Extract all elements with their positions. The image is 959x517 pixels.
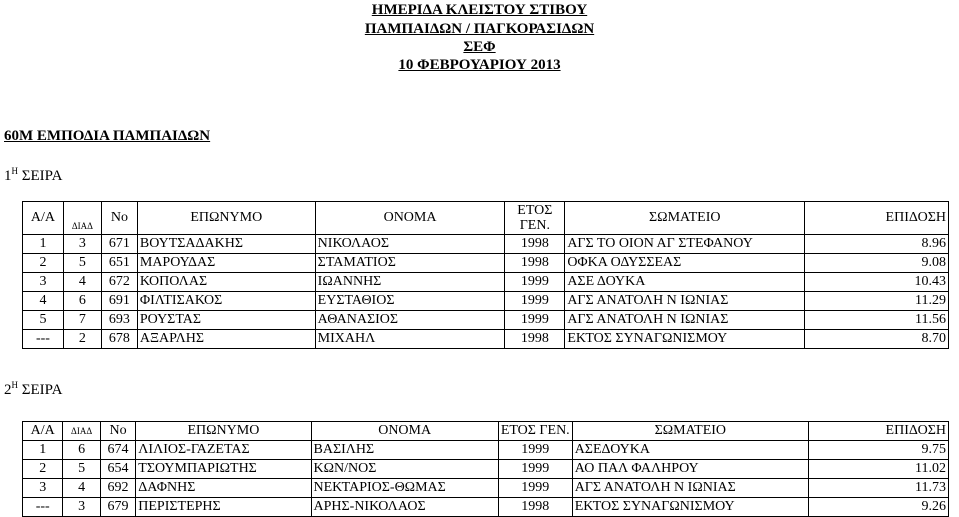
- cell-no: 674: [100, 441, 135, 460]
- heat-2-table: [22, 421, 949, 517]
- cell-name: ΚΩΝ/ΝΟΣ: [311, 460, 498, 479]
- cell-perf: 9.26: [808, 498, 948, 517]
- heat-1-title: $1^H$ ΣΕΙΡΑ: [4, 166, 63, 184]
- cell-perf: 11.29: [805, 292, 949, 311]
- table-row: [23, 460, 949, 479]
- cell-surname: ΜΑΡΟΥΔΑΣ: [137, 254, 315, 273]
- cell-lane: 3: [63, 235, 101, 254]
- cell-surname: ΑΞΑΡΛΗΣ: [137, 330, 315, 349]
- cell-year: 1999: [505, 311, 565, 330]
- doc-subtitle: ΠΑΜΠΑΙΔΩΝ / ΠΑΓΚΟΡΑΣΙΔΩΝ: [364, 21, 595, 37]
- cell-year: 1998: [505, 254, 565, 273]
- cell-aa: ---: [23, 498, 63, 517]
- col-header-name: ΟΝΟΜΑ: [315, 202, 505, 235]
- cell-year: 1998: [505, 235, 565, 254]
- cell-no: 692: [100, 479, 135, 498]
- cell-no: 691: [101, 292, 137, 311]
- cell-club: ΕΚΤΟΣ ΣΥΝΑΓΩΝΙΣΜΟΥ: [565, 330, 805, 349]
- col-header-aa: Α/Α: [23, 422, 63, 441]
- cell-lane: 4: [63, 273, 101, 292]
- cell-aa: 2: [23, 460, 63, 479]
- doc-title: ΗΜΕΡΙΔΑ ΚΛΕΙΣΤΟΥ ΣΤΙΒΟΥ: [371, 2, 588, 18]
- table-row: [23, 498, 949, 517]
- table-row: [23, 292, 949, 311]
- cell-no: 672: [101, 273, 137, 292]
- table-row: [23, 311, 949, 330]
- cell-surname: ΒΟΥΤΣΑΔΑΚΗΣ: [137, 235, 315, 254]
- table-header-row: [23, 202, 949, 235]
- cell-club: ΑΓΣ ΑΝΑΤΟΛΗ Ν ΙΩΝΙΑΣ: [565, 292, 805, 311]
- cell-perf: 10.43: [805, 273, 949, 292]
- cell-aa: 5: [23, 311, 64, 330]
- cell-aa: 3: [23, 479, 63, 498]
- cell-lane: 3: [63, 498, 100, 517]
- table-header-row: [23, 422, 949, 441]
- cell-surname: ΤΣΟΥΜΠΑΡΙΩΤΗΣ: [136, 460, 311, 479]
- table-row: [23, 441, 949, 460]
- table-row: [23, 273, 949, 292]
- cell-aa: ---: [23, 330, 64, 349]
- cell-year: 1999: [498, 479, 572, 498]
- cell-surname: ΠΕΡΙΣΤΕΡΗΣ: [136, 498, 311, 517]
- cell-perf: 11.02: [808, 460, 948, 479]
- col-header-year: ΕΤΟΣ ΓΕΝ.: [498, 422, 572, 441]
- cell-club: ΑΟ ΠΑΛ ΦΑΛΗΡΟΥ: [572, 460, 808, 479]
- cell-club: ΑΣΕ ΔΟΥΚΑ: [565, 273, 805, 292]
- heat-2-title: $2^H$ ΣΕΙΡΑ: [4, 380, 63, 398]
- cell-perf: 9.08: [805, 254, 949, 273]
- cell-club: ΑΓΣ ΑΝΑΤΟΛΗ Ν ΙΩΝΙΑΣ: [565, 311, 805, 330]
- cell-club: ΑΣΕΔΟΥΚΑ: [572, 441, 808, 460]
- col-header-club: ΣΩΜΑΤΕΙΟ: [572, 422, 808, 441]
- col-header-lane: ΔΙΑΔ: [71, 426, 93, 436]
- cell-year: 1999: [498, 460, 572, 479]
- cell-year: 1998: [505, 330, 565, 349]
- cell-aa: 1: [23, 235, 64, 254]
- cell-club: ΕΚΤΟΣ ΣΥΝΑΓΩΝΙΣΜΟΥ: [572, 498, 808, 517]
- cell-name: ΙΩΑΝΝΗΣ: [315, 273, 505, 292]
- cell-perf: 9.75: [808, 441, 948, 460]
- col-header-surname: ΕΠΩΝΥΜΟ: [136, 422, 311, 441]
- cell-lane: 7: [63, 311, 101, 330]
- col-header-aa: Α/Α: [23, 202, 64, 235]
- cell-no: 678: [101, 330, 137, 349]
- cell-perf: 11.73: [808, 479, 948, 498]
- cell-no: 651: [101, 254, 137, 273]
- doc-venue: ΣΕΦ: [463, 39, 496, 55]
- cell-club: ΟΦΚΑ ΟΔΥΣΣΕΑΣ: [565, 254, 805, 273]
- cell-aa: 2: [23, 254, 64, 273]
- col-header-year2: ΓΕΝ.: [519, 218, 550, 233]
- cell-name: ΝΕΚΤΑΡΙΟΣ-ΘΩΜΑΣ: [311, 479, 498, 498]
- cell-surname: ΛΙΛΙΟΣ-ΓΑΖΕΤΑΣ: [136, 441, 311, 460]
- cell-lane: 4: [63, 479, 100, 498]
- cell-year: 1999: [505, 292, 565, 311]
- cell-club: ΑΓΣ ΑΝΑΤΟΛΗ Ν ΙΩΝΙΑΣ: [572, 479, 808, 498]
- cell-name: ΜΙΧΑΗΛ: [315, 330, 505, 349]
- cell-name: ΑΡΗΣ-ΝΙΚΟΛΑΟΣ: [311, 498, 498, 517]
- col-header-no: Nο: [100, 422, 135, 441]
- col-header-name: ΟΝΟΜΑ: [311, 422, 498, 441]
- cell-lane: 5: [63, 460, 100, 479]
- cell-club: ΑΓΣ ΤΟ ΟΙΟΝ ΑΓ ΣΤΕΦΑΝΟΥ: [565, 235, 805, 254]
- event-title: 60Μ ΕΜΠΟΔΙΑ ΠΑΜΠΑΙΔΩΝ: [4, 128, 211, 144]
- cell-surname: ΚΟΠΟΛΑΣ: [137, 273, 315, 292]
- cell-name: ΒΑΣΙΛΗΣ: [311, 441, 498, 460]
- table-row: [23, 235, 949, 254]
- col-header-no: Nο: [101, 202, 137, 235]
- cell-lane: 2: [63, 330, 101, 349]
- col-header-year: ΕΤΟΣ: [517, 203, 553, 218]
- cell-aa: 3: [23, 273, 64, 292]
- col-header-lane: ΔΙΑΔ: [71, 221, 93, 231]
- cell-aa: 4: [23, 292, 64, 311]
- cell-name: ΑΘΑΝΑΣΙΟΣ: [315, 311, 505, 330]
- cell-no: 654: [100, 460, 135, 479]
- col-header-surname: ΕΠΩΝΥΜΟ: [137, 202, 315, 235]
- cell-perf: 8.70: [805, 330, 949, 349]
- cell-no: 671: [101, 235, 137, 254]
- cell-name: ΣΤΑΜΑΤΙΟΣ: [315, 254, 505, 273]
- table-row: [23, 254, 949, 273]
- table-row: [23, 479, 949, 498]
- cell-year: 1998: [498, 498, 572, 517]
- cell-lane: 6: [63, 292, 101, 311]
- table-row: [23, 330, 949, 349]
- heat-1-table: [22, 201, 949, 349]
- cell-no: 693: [101, 311, 137, 330]
- cell-surname: ΦΙΛΤΙΣΑΚΟΣ: [137, 292, 315, 311]
- cell-name: ΝΙΚΟΛΑΟΣ: [315, 235, 505, 254]
- cell-name: ΕΥΣΤΑΘΙΟΣ: [315, 292, 505, 311]
- col-header-perf: ΕΠΙΔΟΣΗ: [808, 422, 948, 441]
- cell-surname: ΡΟΥΣΤΑΣ: [137, 311, 315, 330]
- cell-surname: ΔΑΦΝΗΣ: [136, 479, 311, 498]
- cell-lane: 5: [63, 254, 101, 273]
- cell-aa: 1: [23, 441, 63, 460]
- cell-no: 679: [100, 498, 135, 517]
- cell-year: 1999: [505, 273, 565, 292]
- cell-year: 1999: [498, 441, 572, 460]
- cell-perf: 11.56: [805, 311, 949, 330]
- cell-lane: 6: [63, 441, 100, 460]
- col-header-perf: ΕΠΙΔΟΣΗ: [805, 202, 949, 235]
- doc-date: 10 ΦΕΒΡΟΥΑΡΙΟΥ 2013: [398, 57, 561, 73]
- cell-perf: 8.96: [805, 235, 949, 254]
- col-header-club: ΣΩΜΑΤΕΙΟ: [565, 202, 805, 235]
